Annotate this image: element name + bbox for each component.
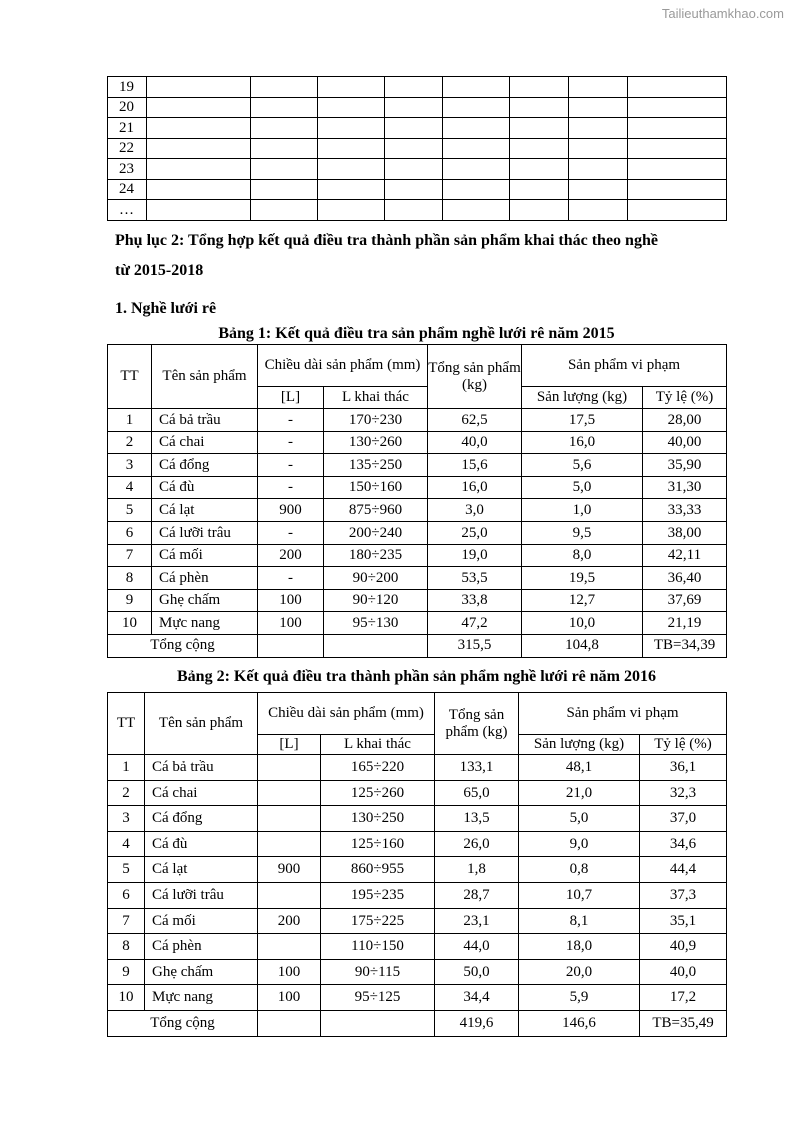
empty-cell — [628, 77, 727, 98]
empty-cell — [510, 179, 569, 200]
empty-cell — [318, 200, 385, 221]
table-row — [108, 200, 727, 221]
cell-L-catch: 170÷230 — [324, 409, 428, 432]
header-length: Chiều dài sản phẩm (mm) — [258, 345, 428, 387]
empty-cell — [251, 118, 318, 139]
cell-L-catch: 90÷115 — [321, 959, 435, 985]
cell-yield: 16,0 — [522, 431, 643, 454]
cell-name: Cá đù — [145, 831, 258, 857]
cell-yield: 1,0 — [522, 499, 643, 522]
header-length: Chiều dài sản phẩm (mm) — [258, 693, 435, 735]
table-row — [108, 589, 727, 612]
table-row — [108, 612, 727, 635]
header-tt: TT — [108, 693, 145, 755]
cell-L-catch: 135÷250 — [324, 454, 428, 477]
table-row — [108, 476, 727, 499]
cell-name: Ghẹ chấm — [145, 959, 258, 985]
cell-yield: 21,0 — [519, 780, 640, 806]
cell-ratio: 36,1 — [640, 755, 727, 781]
cell-tt: 5 — [108, 857, 145, 883]
cell-name: Cá đù — [152, 476, 258, 499]
cell-L-catch: 860÷955 — [321, 857, 435, 883]
empty-cell — [318, 159, 385, 180]
cell-L: 100 — [258, 612, 324, 635]
cell-L — [258, 806, 321, 832]
cell-L: 100 — [258, 959, 321, 985]
empty-cell — [443, 97, 510, 118]
empty-cell — [628, 138, 727, 159]
empty-cell — [628, 118, 727, 139]
empty-cell — [147, 138, 251, 159]
cell-yield: 20,0 — [519, 959, 640, 985]
cell-yield: 5,6 — [522, 454, 643, 477]
empty-cell — [251, 200, 318, 221]
appendix-title-line1: Phụ lục 2: Tổng hợp kết quả điều tra thành phần sản phẩm khai thác theo nghề — [115, 232, 658, 249]
cell-ratio: 32,3 — [640, 780, 727, 806]
cell-L-catch: 95÷125 — [321, 985, 435, 1011]
cell-total: 33,8 — [428, 589, 522, 612]
total-yield: 104,8 — [522, 634, 643, 657]
cell-yield: 8,0 — [522, 544, 643, 567]
total-ratio: TB=35,49 — [640, 1010, 727, 1036]
cell-name: Cá chai — [152, 431, 258, 454]
cell-tt: 1 — [108, 755, 145, 781]
total-row — [108, 1010, 727, 1036]
cell-ratio: 38,00 — [643, 521, 727, 544]
table-2015 — [107, 344, 727, 658]
header-total: Tổng sản phẩm (kg) — [428, 345, 522, 409]
cell-L-catch: 90÷120 — [324, 589, 428, 612]
appendix-title-line2: từ 2015-2018 — [115, 262, 204, 279]
cell-L — [258, 831, 321, 857]
table-row — [108, 567, 727, 590]
cell-name: Cá mối — [152, 544, 258, 567]
empty-cell — [510, 118, 569, 139]
table-row — [108, 755, 727, 781]
empty-cell — [318, 97, 385, 118]
cell-L-catch: 125÷260 — [321, 780, 435, 806]
cell-tt: 6 — [108, 882, 145, 908]
cell-tt: 4 — [108, 476, 152, 499]
table-row — [108, 959, 727, 985]
header-violation: Sản phẩm vi phạm — [522, 345, 727, 387]
cell-ratio: 40,9 — [640, 934, 727, 960]
total-total: 315,5 — [428, 634, 522, 657]
empty-cell — [628, 159, 727, 180]
header-total: Tổng sản phẩm (kg) — [435, 693, 519, 755]
cell-ratio: 34,6 — [640, 831, 727, 857]
total-total: 419,6 — [435, 1010, 519, 1036]
table-row — [108, 499, 727, 522]
cell-ratio: 40,0 — [640, 959, 727, 985]
cell-tt: 5 — [108, 499, 152, 522]
empty-cell — [628, 179, 727, 200]
empty-cell — [385, 77, 443, 98]
table-row — [108, 806, 727, 832]
cell-ratio: 42,11 — [643, 544, 727, 567]
cell-name: Cá bả trầu — [152, 409, 258, 432]
cell-L — [258, 882, 321, 908]
table-row — [108, 454, 727, 477]
table-row — [108, 882, 727, 908]
empty-cell — [251, 97, 318, 118]
empty-cell — [510, 97, 569, 118]
header-name: Tên sản phẩm — [145, 693, 258, 755]
row-number: 19 — [108, 77, 147, 98]
empty-cell — [147, 159, 251, 180]
empty-cell — [147, 77, 251, 98]
cell-L: - — [258, 521, 324, 544]
cell-tt: 2 — [108, 780, 145, 806]
cell-tt: 3 — [108, 454, 152, 477]
cell-L: - — [258, 476, 324, 499]
cell-L-catch: 200÷240 — [324, 521, 428, 544]
empty-cell — [385, 118, 443, 139]
empty-cell — [569, 179, 628, 200]
header-name: Tên sản phẩm — [152, 345, 258, 409]
cell-ratio: 33,33 — [643, 499, 727, 522]
empty-cell — [318, 179, 385, 200]
table-row — [108, 780, 727, 806]
row-number: … — [108, 200, 147, 221]
table-row — [108, 908, 727, 934]
cell-L-catch: 875÷960 — [324, 499, 428, 522]
cell-L-catch: 90÷200 — [324, 567, 428, 590]
empty-cell — [385, 179, 443, 200]
cell-tt: 7 — [108, 908, 145, 934]
cell-ratio: 36,40 — [643, 567, 727, 590]
header-L: [L] — [258, 735, 321, 755]
cell-tt: 1 — [108, 409, 152, 432]
row-number: 24 — [108, 179, 147, 200]
cell-total: 50,0 — [435, 959, 519, 985]
empty-cell — [510, 159, 569, 180]
cell-ratio: 40,00 — [643, 431, 727, 454]
cell-total: 40,0 — [428, 431, 522, 454]
table-row — [108, 77, 727, 98]
row-number: 21 — [108, 118, 147, 139]
cell-tt: 6 — [108, 521, 152, 544]
cell-tt: 3 — [108, 806, 145, 832]
cell-L-catch: 165÷220 — [321, 755, 435, 781]
cell-name: Cá lưỡi trâu — [152, 521, 258, 544]
cell-ratio: 31,30 — [643, 476, 727, 499]
cell-name: Cá chai — [145, 780, 258, 806]
empty-cell — [147, 200, 251, 221]
cell-L: - — [258, 409, 324, 432]
header-L-catch: L khai thác — [321, 735, 435, 755]
cell-yield: 5,0 — [522, 476, 643, 499]
header-yield: Sản lượng (kg) — [522, 387, 643, 409]
cell-total: 65,0 — [435, 780, 519, 806]
cell-total: 19,0 — [428, 544, 522, 567]
header-violation: Sản phẩm vi phạm — [519, 693, 727, 735]
cell-L — [258, 755, 321, 781]
cell-tt: 10 — [108, 985, 145, 1011]
cell-yield: 8,1 — [519, 908, 640, 934]
empty-cell — [443, 159, 510, 180]
cell-tt: 9 — [108, 959, 145, 985]
empty-cell — [318, 118, 385, 139]
empty-cell — [569, 118, 628, 139]
cell-L-catch: 130÷250 — [321, 806, 435, 832]
cell-total: 26,0 — [435, 831, 519, 857]
cell-L: 100 — [258, 985, 321, 1011]
table-row — [108, 934, 727, 960]
row-number: 20 — [108, 97, 147, 118]
cell-yield: 19,5 — [522, 567, 643, 590]
cell-name: Cá bả trầu — [145, 755, 258, 781]
empty-cell — [385, 159, 443, 180]
cell-yield: 17,5 — [522, 409, 643, 432]
cell-name: Cá phèn — [152, 567, 258, 590]
cell-ratio: 28,00 — [643, 409, 727, 432]
cell-L-catch: 175÷225 — [321, 908, 435, 934]
cell-yield: 48,1 — [519, 755, 640, 781]
cell-yield: 9,5 — [522, 521, 643, 544]
table-row — [108, 831, 727, 857]
cell-name: Cá lạt — [145, 857, 258, 883]
cell-L: 100 — [258, 589, 324, 612]
cell-tt: 7 — [108, 544, 152, 567]
cell-name: Mực nang — [145, 985, 258, 1011]
empty-cell — [569, 138, 628, 159]
cell-name: Cá lạt — [152, 499, 258, 522]
cell-ratio: 35,90 — [643, 454, 727, 477]
header-tt: TT — [108, 345, 152, 409]
empty-cell — [318, 138, 385, 159]
empty-cell — [569, 200, 628, 221]
cell-total: 3,0 — [428, 499, 522, 522]
header-ratio: Tỷ lệ (%) — [643, 387, 727, 409]
empty-cell — [628, 200, 727, 221]
cell-L: 200 — [258, 908, 321, 934]
total-row — [108, 634, 727, 657]
total-yield: 146,6 — [519, 1010, 640, 1036]
empty-cell — [443, 200, 510, 221]
empty-cell — [251, 138, 318, 159]
table-row — [108, 118, 727, 139]
cell-ratio: 44,4 — [640, 857, 727, 883]
empty-cell — [443, 118, 510, 139]
cell-name: Cá lưỡi trâu — [145, 882, 258, 908]
header-L: [L] — [258, 387, 324, 409]
cell-L — [258, 934, 321, 960]
table-row — [108, 97, 727, 118]
row-number: 23 — [108, 159, 147, 180]
header-ratio: Tỷ lệ (%) — [640, 735, 727, 755]
cell-tt: 8 — [108, 934, 145, 960]
cell-L: 200 — [258, 544, 324, 567]
cell-total: 53,5 — [428, 567, 522, 590]
cell-ratio: 35,1 — [640, 908, 727, 934]
cell-tt: 10 — [108, 612, 152, 635]
empty-cell — [443, 138, 510, 159]
continuation-table — [107, 76, 727, 221]
table2-caption: Bảng 2: Kết quả điều tra thành phần sản phẩm nghề lưới rê năm 2016 — [177, 668, 656, 685]
row-number: 22 — [108, 138, 147, 159]
table-2016 — [107, 692, 727, 1037]
empty-cell — [569, 77, 628, 98]
cell-total: 13,5 — [435, 806, 519, 832]
cell-L-catch: 95÷130 — [324, 612, 428, 635]
cell-ratio: 37,0 — [640, 806, 727, 832]
empty-cell — [147, 97, 251, 118]
table-row — [108, 138, 727, 159]
empty-cell — [385, 97, 443, 118]
cell-total: 16,0 — [428, 476, 522, 499]
section-title: 1. Nghề lưới rê — [115, 300, 217, 317]
empty-cell — [510, 77, 569, 98]
cell-yield: 10,0 — [522, 612, 643, 635]
cell-L: - — [258, 567, 324, 590]
cell-L: 900 — [258, 499, 324, 522]
cell-L-catch: 110÷150 — [321, 934, 435, 960]
cell-yield: 0,8 — [519, 857, 640, 883]
cell-L: - — [258, 454, 324, 477]
cell-yield: 18,0 — [519, 934, 640, 960]
cell-L-catch: 195÷235 — [321, 882, 435, 908]
cell-name: Cá mối — [145, 908, 258, 934]
empty-cell — [385, 138, 443, 159]
table-row — [108, 159, 727, 180]
table-row — [108, 857, 727, 883]
cell-ratio: 37,3 — [640, 882, 727, 908]
empty-cell — [251, 77, 318, 98]
cell-tt: 4 — [108, 831, 145, 857]
cell-L: - — [258, 431, 324, 454]
cell-name: Mực nang — [152, 612, 258, 635]
cell-ratio: 17,2 — [640, 985, 727, 1011]
header-L-catch: L khai thác — [324, 387, 428, 409]
header-yield: Sản lượng (kg) — [519, 735, 640, 755]
empty-cell — [443, 179, 510, 200]
cell-total: 44,0 — [435, 934, 519, 960]
cell-L-catch: 180÷235 — [324, 544, 428, 567]
table-row — [108, 431, 727, 454]
table1-caption: Bảng 1: Kết quả điều tra sản phẩm nghề lưới rê năm 2015 — [218, 325, 615, 342]
empty-cell — [251, 179, 318, 200]
cell-tt: 9 — [108, 589, 152, 612]
table-row — [108, 409, 727, 432]
watermark: Tailieuthamkhao.com — [661, 6, 784, 21]
empty-cell — [569, 159, 628, 180]
cell-yield: 10,7 — [519, 882, 640, 908]
cell-L-catch: 125÷160 — [321, 831, 435, 857]
empty-cell — [510, 200, 569, 221]
empty-cell — [147, 179, 251, 200]
cell-total: 62,5 — [428, 409, 522, 432]
cell-total: 34,4 — [435, 985, 519, 1011]
cell-total: 1,8 — [435, 857, 519, 883]
total-label: Tổng cộng — [108, 634, 258, 657]
cell-total: 133,1 — [435, 755, 519, 781]
cell-L — [258, 780, 321, 806]
cell-total: 28,7 — [435, 882, 519, 908]
cell-name: Cá phèn — [145, 934, 258, 960]
cell-total: 47,2 — [428, 612, 522, 635]
empty-cell — [251, 159, 318, 180]
cell-name: Cá đổng — [145, 806, 258, 832]
cell-yield: 5,0 — [519, 806, 640, 832]
table-row — [108, 544, 727, 567]
cell-L: 900 — [258, 857, 321, 883]
cell-total: 15,6 — [428, 454, 522, 477]
cell-yield: 12,7 — [522, 589, 643, 612]
total-ratio: TB=34,39 — [643, 634, 727, 657]
empty-cell — [318, 77, 385, 98]
cell-yield: 5,9 — [519, 985, 640, 1011]
empty-cell — [443, 77, 510, 98]
cell-ratio: 37,69 — [643, 589, 727, 612]
cell-total: 25,0 — [428, 521, 522, 544]
empty-cell — [628, 97, 727, 118]
empty-cell — [385, 200, 443, 221]
cell-L-catch: 150÷160 — [324, 476, 428, 499]
cell-tt: 8 — [108, 567, 152, 590]
cell-L-catch: 130÷260 — [324, 431, 428, 454]
empty-cell — [569, 97, 628, 118]
table-row — [108, 521, 727, 544]
table-row — [108, 179, 727, 200]
cell-ratio: 21,19 — [643, 612, 727, 635]
empty-cell — [510, 138, 569, 159]
table-row — [108, 985, 727, 1011]
total-label: Tổng cộng — [108, 1010, 258, 1036]
cell-tt: 2 — [108, 431, 152, 454]
cell-yield: 9,0 — [519, 831, 640, 857]
empty-cell — [147, 118, 251, 139]
cell-total: 23,1 — [435, 908, 519, 934]
cell-name: Ghẹ chấm — [152, 589, 258, 612]
cell-name: Cá đổng — [152, 454, 258, 477]
